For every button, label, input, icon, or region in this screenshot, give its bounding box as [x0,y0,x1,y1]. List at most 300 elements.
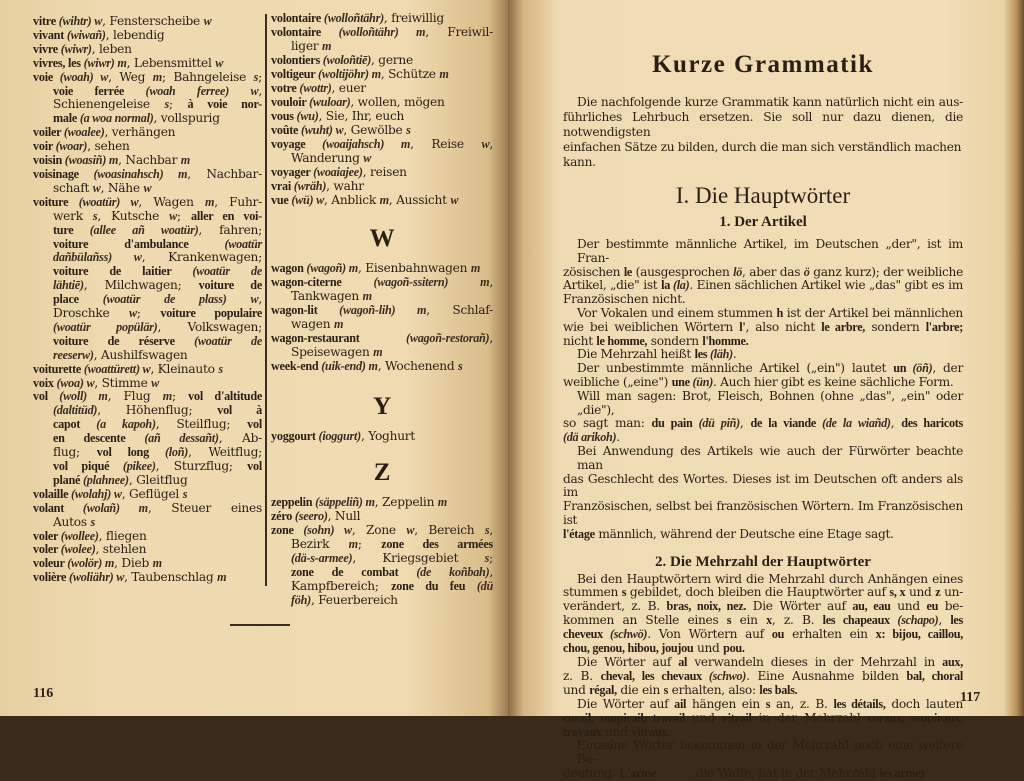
text-line [563,390,963,418]
italic-text: s [484,523,490,537]
italic-text: (allee añ woatür) [89,222,199,237]
dictionary-entry [271,429,493,443]
dictionary-entry [271,53,493,67]
headword-text: al [678,654,688,669]
text-line [563,614,963,628]
text-run: . Eine Ausnahme bilden [746,668,907,683]
italic-text: (woatür de [192,264,262,279]
dictionary-entry [33,57,262,71]
text-run: , [258,83,262,98]
italic-text: föh) [291,593,311,607]
page-number-right: 117 [960,690,981,705]
italic-text: (a kapoh) [96,417,156,432]
headword-text: voiturette [33,361,84,376]
text-run: ; [357,537,382,551]
text-line [563,670,963,684]
entry-line [33,71,262,85]
text-run: ist der Artikel bei männlichen [782,305,963,320]
italic-text: lähtiē) [53,278,84,293]
dictionary-entry [33,377,262,391]
italic-text: (uik-end) m [321,359,378,373]
italic-text: (wuloar) [309,95,351,109]
italic-text: (wiwañ) [66,27,106,42]
headword-text: eu [926,599,939,614]
text-line [563,473,963,501]
entry-line [33,349,262,363]
italic-text: (wiwr) m [83,55,127,70]
headword-text: male [53,111,80,126]
headword-text: vol [247,417,262,432]
text-run: in der Mehrzahl [751,710,868,725]
text-run: Autos [53,514,91,529]
text-run: , Sturzflug; [155,459,248,473]
headword-text: voyage [271,137,323,151]
headword-text: votre [271,81,300,95]
text-run: Die nachfolgende kurze Grammatik kann natürlich nicht ein aus- [577,95,963,109]
dictionary-entry [271,179,493,193]
italic-text: (wolee) [60,542,96,557]
headword-text: cheveux [563,627,603,642]
headword-text: vol piqué [53,459,123,473]
text-line [563,362,963,376]
dictionary-entry [271,509,493,523]
italic-text: (schwö) [602,627,648,642]
headword-text: vivant [33,27,67,42]
entry-line [33,15,262,29]
headword-text: corail, soupirail, travail [563,710,685,725]
headword-text: vol d'altitude [188,389,263,404]
dictionary-entry [271,359,493,373]
dictionary-entry [271,165,493,179]
entry-line [271,509,493,523]
text-run: werk [53,208,93,223]
dictionary-entry [271,523,493,607]
headword-text: l'arbre; [925,319,963,334]
paragraph [563,362,963,390]
italic-text: s [90,514,96,529]
italic-text: s [92,208,98,223]
text-run: Der unbestimmte männliche Artikel („ein") lautet [577,361,894,376]
italic-text: dañbülañss) w [53,250,142,265]
italic-text: (pikee) [122,459,156,473]
dictionary-entry [271,261,493,275]
text-run: , Weitflug; [188,445,262,460]
text-run: erhalten, also: [668,682,760,697]
italic-text: (woa) w [56,375,95,390]
entry-line [33,210,262,224]
italic-text: w [143,180,152,195]
text-run: , Sie, Ihr, euch [318,109,405,123]
text-line [563,266,963,280]
text-run: (ausgesprochen [632,264,734,279]
text-run: verwandeln dieses in der Mehrzahl in [687,654,943,669]
text-run: wagen [291,317,334,331]
text-run: und [890,599,927,614]
entry-line [33,168,262,182]
italic-text: (wagoñ-restorañ) [406,331,490,345]
text-run: , fahren; [198,222,262,237]
italic-text: (plahnee) [83,472,129,487]
text-line [563,417,963,431]
dictionary-entry [271,81,493,95]
text-run: , Wochenend [377,359,458,373]
text-run: das Geschlecht des Wortes. Dieses ist im Deutschen oft anders als im [563,471,963,500]
paragraph [563,390,963,445]
headword-text: voisin [33,153,65,168]
italic-text: m [180,153,191,168]
italic-text: m [152,556,162,571]
headword-text: vue [271,193,292,207]
entry-line [33,488,262,502]
entry-line [271,53,493,67]
entry-line [271,275,493,289]
italic-text: w [92,180,101,195]
text-run: , [489,137,493,151]
text-run: ; [258,69,263,84]
italic-text: (wräh) [293,179,327,193]
headword-text: vitrail [721,710,752,725]
letter-heading-W: W [369,225,395,252]
italic-text: m [348,537,358,551]
headword-text: bal, choral [906,668,963,683]
italic-text: (öñ) [906,361,933,376]
text-run: männlich, während der Deutsche eine Etage sagt. [594,526,894,541]
headword-text: ail [674,696,687,711]
intro-paragraph [563,95,963,170]
entry-line [33,571,262,585]
headword-text: bras, noix, nez. [666,599,747,614]
headword-text: voie [33,69,60,84]
text-line [563,573,963,587]
italic-text: lö [733,264,743,279]
text-run: , der [932,361,963,376]
text-run: wie bei weiblichen Wörtern [563,319,740,334]
entry-line [33,29,262,43]
text-run: Einzelne Wörter bekommen in der Mehrzahl noch eine weitere Be- [577,738,963,767]
italic-text: (añ dessañt) [144,431,219,446]
entry-line [33,460,262,474]
italic-text: (woasinahsch) m [93,166,188,181]
text-run: Die Wörter auf [746,599,853,614]
dictionary-entry [271,137,493,165]
italic-text: reeserw) [53,347,94,362]
entry-line [33,557,262,571]
text-run: Schienengeleise [53,97,165,112]
dictionary-entry [271,95,493,109]
text-run: und [684,710,722,725]
entry-line [33,154,262,168]
entry-line [271,551,493,565]
italic-text: (a woa normal) [79,111,154,126]
headword-text: wagon-restaurant [271,331,407,345]
text-run: , vollspurig [153,111,220,126]
text-run: Kampfbereich; [291,579,392,593]
italic-text: (säppeliñ) m [315,495,375,509]
text-run: z. B. [563,668,601,683]
text-run: , Zone [351,523,407,537]
italic-text: s [253,69,259,84]
text-line [563,238,963,266]
text-run: , Nähe [100,180,144,195]
paragraph [563,739,963,781]
entry-line [271,81,493,95]
headword-text: voler [33,528,61,543]
dictionary-entry [271,193,493,207]
italic-text: (woah) w [59,69,109,84]
text-run: , Kleinauto [150,361,219,376]
text-run: weibliche („eine") [563,374,672,389]
entry-line [271,67,493,81]
entry-line [33,85,262,99]
dictionary-entry [33,168,262,196]
text-run: , wollen, mögen [350,95,445,109]
text-run: Bei Anwendung des Artikels wie auch der Fürwörter beachte man [577,443,963,472]
text-run: , Feuerbereich [311,593,398,607]
text-run: , also nicht [745,319,822,334]
text-run: , Fensterscheibe [102,14,204,28]
italic-text: m [437,495,448,509]
headword-text: voiture de laitier [53,264,193,279]
headword-text: au, eau [852,599,891,614]
dictionary-entry [271,123,493,137]
section-body-mehrzahl [563,573,963,781]
dictionary-entry [33,557,262,571]
text-run: Will man sagen: Brot, Fleisch, Bohnen (ohne „das", „ein" oder „die"), [577,388,963,417]
headword-text: les [694,347,708,362]
entry-line [271,261,493,275]
text-line [563,307,963,321]
text-run: , verhängen [104,125,176,140]
italic-text: (larm) [656,766,689,781]
entry-line [33,279,262,293]
text-run: , Milchwagen; [83,278,199,293]
text-run: Droschke [53,306,130,321]
section-Y [271,429,493,443]
italic-text: w [129,306,137,321]
entry-line [33,530,262,544]
text-run: . [616,430,620,445]
letter-heading-Z: Z [373,459,391,486]
headword-text: voleur [33,556,68,571]
headword-text: cheval, les chevaux [600,668,702,683]
italic-text: (woloñtiē) [322,53,372,67]
text-run: . Einen sächlichen Artikel wie „das" gibt es im [689,278,963,293]
headword-text: vol [33,389,60,404]
italic-text: (de la wiañd) [815,416,891,431]
italic-text: (daltitüd) [53,403,98,418]
text-run: , aber das [742,264,804,279]
text-run: gebildet, doch bleiben die Hauptwörter auf [626,585,890,600]
italic-text: w [203,14,212,28]
text-run: hängen ein [686,696,766,711]
italic-text: (wihtr) w [58,14,103,28]
text-run: , Gewölbe [343,123,407,137]
italic-text: (wolör) m [67,556,115,571]
headword-text: zeppelin [271,495,316,509]
entry-line [33,57,262,71]
headword-text: des haricots [901,416,963,431]
headword-text: zone de combat [291,565,417,579]
text-run: und [905,585,936,600]
headword-text: zone [271,523,304,537]
italic-text: (woatür de [194,333,262,348]
italic-text: w [406,523,415,537]
text-run: , Eisenbahnwagen [358,261,471,275]
entry-line [33,474,262,488]
headword-text: chou, genou, hibou, joujou [563,641,694,656]
text-run: Artikel, „die" ist [563,278,662,293]
headword-text: x [766,613,772,628]
entry-line [271,25,493,39]
headword-text: pou. [723,641,745,656]
headword-text: aux, [942,654,963,669]
text-run: , Gleitflug [128,472,188,487]
text-run: ; [168,97,188,112]
letter-heading-Y: Y [373,393,391,420]
text-line [563,739,963,767]
text-run: stummen [563,585,622,600]
text-line [563,293,963,307]
headword-text: wagon [271,261,307,275]
text-run: flug; [53,445,97,460]
section-heading-mehrzahl: 2. Die Mehrzahl der Hauptwörter [655,553,871,570]
headword-text: voix [33,375,57,390]
entry-line [271,39,493,53]
text-run: ; [136,306,161,321]
italic-text: (de koñbah) [416,565,490,579]
entry-line [271,495,493,509]
headword-text: plané [53,472,83,487]
italic-text: m [322,39,332,53]
text-run: deutung. [563,766,620,781]
italic-text: (woatür popülär) [53,319,158,334]
entry-line [33,404,262,418]
italic-text: (sohn) w [303,523,352,537]
italic-text: (dü [476,579,493,593]
entry-line [33,251,262,265]
headword-text: la [661,278,671,293]
headword-text: voyager [271,165,314,179]
entry-line [33,43,262,57]
text-run: , Taubenschlag [124,570,218,585]
italic-text: s [406,123,411,137]
italic-text: (wollee) [60,528,99,543]
text-run: und [693,641,724,656]
text-run: , Freiwil- [425,25,493,39]
text-run: führliches Lehrbuch ersetzen. Sie soll nur dazu dienen, die notwendigsten [563,110,963,139]
headword-text: voiture [33,194,79,209]
italic-text: (ioggurt) [318,429,361,443]
text-run: , fliegen [98,528,147,543]
headword-text: les détails, [833,696,886,711]
italic-text: m [362,289,372,303]
text-run: Vor Vokalen und einem stummen [577,305,777,320]
headword-text: les bals. [759,682,798,697]
entry-line [271,165,493,179]
headword-text: volière [33,570,70,585]
italic-text: (woasiñ) m [64,153,119,168]
page-number-left: 116 [33,686,54,701]
headword-text: vrai [271,179,294,193]
headword-text: ou [771,627,785,642]
text-run: , Flug [107,389,163,404]
headword-text: L'arme [619,766,657,781]
text-run: , Wagen [138,194,205,209]
entry-line [33,293,262,307]
text-run: , leben [91,41,132,56]
headword-text: voisinage [33,166,94,181]
headword-text: à voie nor- [187,97,262,112]
text-line [563,445,963,473]
entry-line [33,265,262,279]
italic-text: m [162,389,172,404]
text-run: , Kutsche [97,208,170,223]
dictionary-entry [33,154,262,168]
text-run: kommen an Stelle eines [563,613,727,628]
italic-text: s [218,361,223,376]
entry-line [33,307,262,321]
italic-text: (wottr) [299,81,332,95]
entry-line [33,363,262,377]
italic-text: (ün) [689,374,713,389]
italic-text: m [152,69,162,84]
dictionary-column-1 [33,15,262,585]
entry-line [33,432,262,446]
headword-text: x: bijou, caillou, [875,627,963,642]
italic-text: (wolahj) w [71,486,122,501]
text-run: Tankwagen [291,289,363,303]
text-run: die ein [616,682,664,697]
headword-text: volontaire [271,11,324,25]
entry-line [33,126,262,140]
section-V [271,11,493,207]
text-run: , [258,292,262,307]
italic-text: w [450,193,459,207]
text-run: , Weg [108,69,153,84]
section-heading-artikel: 1. Der Artikel [719,214,807,230]
headword-text: wagon-citerne [271,275,374,289]
paragraph [563,445,963,542]
text-run: , Ab- [218,431,262,446]
italic-text: (wu) [296,109,319,123]
entry-line [33,140,262,154]
section-Z [271,495,493,607]
headword-text: vouloir [271,95,310,109]
headword-text: zéro [271,509,295,523]
headword-text: s [726,613,732,628]
italic-text: w [169,208,178,223]
italic-text: (läh) [707,347,733,362]
headword-text: capot [53,417,97,432]
italic-text: (woalee) [63,125,105,140]
dictionary-entry [271,303,493,331]
dictionary-entry [33,43,262,57]
headword-text: volontiers [271,53,323,67]
text-run: , [489,275,493,289]
entry-line [271,123,493,137]
text-run: Die Wörter auf [577,696,675,711]
italic-text: m [470,261,481,275]
headword-text: voiler [33,125,64,140]
italic-text: (woll) m [59,389,108,404]
section-body-artikel [563,238,963,542]
text-run: Französischen, selbst bei französischen Wörtern. Im Französischen ist [563,499,963,527]
text-run: erhalten ein [784,627,876,642]
italic-text: w [151,375,160,390]
text-run: , Anblick [324,193,380,207]
italic-text: (dä arikoh) [563,430,617,445]
text-run: , [489,523,494,537]
